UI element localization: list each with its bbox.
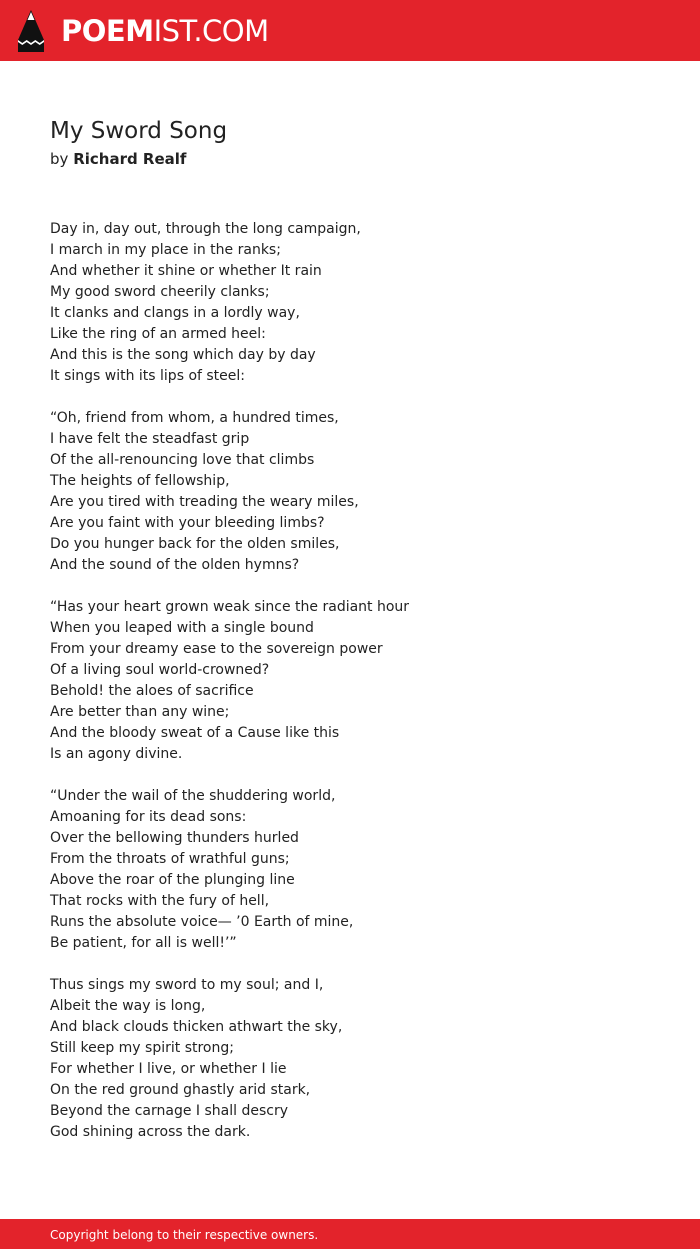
- poem-line: And the sound of the olden hymns?: [50, 557, 300, 573]
- poem-line: Over the bellowing thunders hurled: [50, 830, 299, 846]
- poem-line: Are better than any wine;: [50, 704, 230, 720]
- poem-author: Richard Realf: [73, 150, 187, 168]
- poem-stanza: [50, 786, 670, 954]
- poem-line: It sings with its lips of steel:: [50, 368, 246, 384]
- by-label: by: [50, 150, 69, 168]
- poem-line: I march in my place in the ranks;: [50, 242, 281, 258]
- poem-line: Of a living soul world-crowned?: [50, 662, 270, 678]
- pencil-tip-icon: [18, 10, 44, 52]
- poem-line: Beyond the carnage I shall descry: [50, 1103, 288, 1119]
- poem-line: From your dreamy ease to the sovereign power: [50, 641, 383, 657]
- poem-line: Amoaning for its dead sons:: [50, 809, 247, 825]
- site-footer: [0, 1219, 700, 1249]
- poem-line: “Has your heart grown weak since the radiant hour: [50, 599, 410, 615]
- poem-stanza: [50, 408, 670, 576]
- site-header: [0, 0, 700, 61]
- poem-line: It clanks and clangs in a lordly way,: [50, 305, 300, 321]
- poem-line: On the red ground ghastly arid stark,: [50, 1082, 311, 1098]
- poem-line: Are you faint with your bleeding limbs?: [50, 515, 325, 531]
- poem-line: Runs the absolute voice— ’0 Earth of mine,: [50, 914, 354, 930]
- poem-line: I have felt the steadfast grip: [50, 431, 250, 447]
- poem-stanza: [50, 597, 670, 765]
- poem-line: Day in, day out, through the long campaign,: [50, 221, 361, 237]
- poem-line: Is an agony divine.: [50, 746, 183, 762]
- poem-line: The heights of fellowship,: [50, 473, 230, 489]
- poem-body: [50, 219, 670, 1164]
- poem-line: Are you tired with treading the weary miles,: [50, 494, 359, 510]
- poem-line: And black clouds thicken athwart the sky,: [50, 1019, 343, 1035]
- poem-line: “Oh, friend from whom, a hundred times,: [50, 410, 339, 426]
- poem-line: My good sword cheerily clanks;: [50, 284, 270, 300]
- poem-line: Albeit the way is long,: [50, 998, 206, 1014]
- copyright-notice: Copyright belong to their respective owners.: [50, 1228, 319, 1242]
- poem-byline: [50, 148, 186, 170]
- poem-line: God shining across the dark.: [50, 1124, 251, 1140]
- poem-line: Be patient, for all is well!’”: [50, 935, 237, 951]
- poem-stanza: [50, 219, 670, 387]
- poem-line: For whether I live, or whether I lie: [50, 1061, 287, 1077]
- poem-line: When you leaped with a single bound: [50, 620, 314, 636]
- site-logo-link[interactable]: [18, 9, 269, 53]
- poem-line: Thus sings my sword to my soul; and I,: [50, 977, 324, 993]
- poem-line: From the throats of wrathful guns;: [50, 851, 290, 867]
- poem-line: “Under the wail of the shuddering world,: [50, 788, 336, 804]
- poem-title: My Sword Song: [50, 118, 228, 144]
- poem-line: And the bloody sweat of a Cause like this: [50, 725, 340, 741]
- poem-line: Like the ring of an armed heel:: [50, 326, 266, 342]
- logo-bold-text: POEM: [61, 14, 154, 48]
- poem-line: And this is the song which day by day: [50, 347, 316, 363]
- poem-line: That rocks with the fury of hell,: [50, 893, 270, 909]
- poem-line: Of the all-renouncing love that climbs: [50, 452, 315, 468]
- poem-line: Behold! the aloes of sacrifice: [50, 683, 254, 699]
- poem-line: Do you hunger back for the olden smiles,: [50, 536, 340, 552]
- poem-line: And whether it shine or whether It rain: [50, 263, 322, 279]
- poem-line: Above the roar of the plunging line: [50, 872, 295, 888]
- logo-light-text: IST.COM: [153, 14, 269, 48]
- poem-stanza: [50, 975, 670, 1143]
- poem-line: Still keep my spirit strong;: [50, 1040, 234, 1056]
- site-logo-text: [61, 9, 269, 53]
